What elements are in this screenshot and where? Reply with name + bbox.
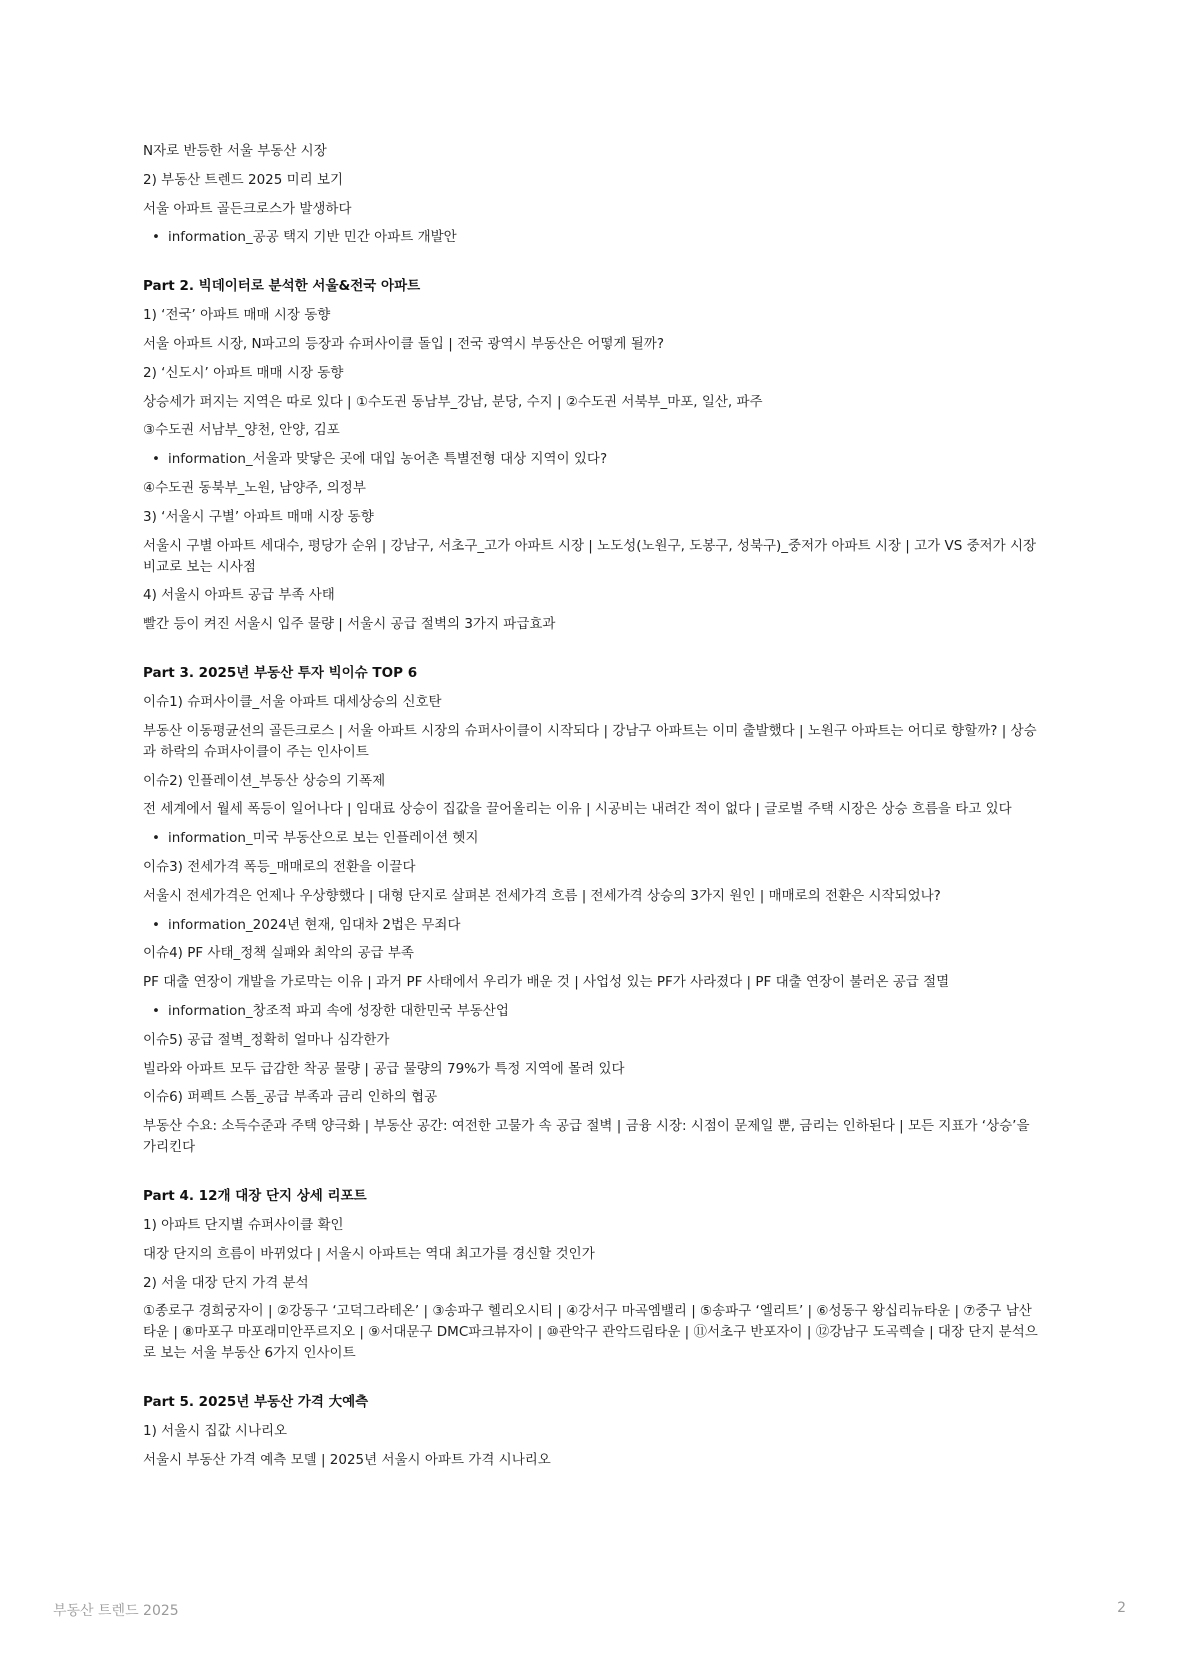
section-heading: Part 4. 12개 대장 단지 상세 리포트 xyxy=(143,1188,367,1205)
bullet-item: • information_공공 택지 기반 민간 아파트 개발안 xyxy=(143,227,1043,248)
page-number: 2 xyxy=(1117,1600,1126,1616)
text-line: 3) ‘서울시 구별’ 아파트 매매 시장 동향 xyxy=(143,508,374,525)
text-line: 4) 서울시 아파트 공급 부족 사태 xyxy=(143,587,335,604)
text-line: 2) ‘신도시’ 아파트 매매 시장 동향 xyxy=(143,364,344,381)
text-line: 2) 부동산 트렌드 2025 미리 보기 xyxy=(143,171,344,188)
section-heading: Part 2. 빅데이터로 분석한 서울&전국 아파트 xyxy=(143,278,421,295)
text-line: 빌라와 아파트 모두 급감한 착공 물량 | 공급 물량의 79%가 특정 지역에 몰려 있다 xyxy=(143,1060,625,1077)
text-line: 전 세계에서 월세 폭등이 일어나다 | 임대료 상승이 집값을 끌어올리는 이유 | 시공비는 내려간 적이 없다 | 글로벌 주택 시장은 상승 흐름을 타고 있다 xyxy=(143,801,1012,818)
document-body xyxy=(143,141,1043,1479)
text-line: 서울 아파트 골든크로스가 발생하다 xyxy=(143,200,352,217)
text-line: ③수도권 서남부_양천, 안양, 김포 xyxy=(143,422,340,439)
text-line: 1) ‘전국’ 아파트 매매 시장 동향 xyxy=(143,307,331,324)
bullet-item: • information_창조적 파괴 속에 성장한 대한민국 부동산업 xyxy=(143,1001,1043,1022)
section-heading: Part 5. 2025년 부동산 가격 大예측 xyxy=(143,1394,369,1411)
text-line: 부동산 수요: 소득수준과 주택 양극화 | 부동산 공간: 여전한 고물가 속 공급 절벽 | 금융 시장: 시점이 문제일 뿐, 금리는 인하된다 | 모든 지표가 ‘상승’을 가리킨다 xyxy=(143,1118,1030,1156)
text-line: ①종로구 경희궁자이 | ②강동구 ‘고덕그라테온’ | ③송파구 헬리오시티 | ④강서구 마곡엠밸리 | ⑤송파구 ‘엘리트’ | ⑥성동구 왕십리뉴타운 | ⑦중구 남산타운 | ⑧마포구 마포래미안푸르지오 | ⑨서대문구 DMC파크뷰자이 | ⑩관악구 관악드림타운 | ⑪서초구 반포자이 | ⑫강남구 도곡렉슬 | 대장 단지 분석으로 보는 서울 부동산 6가지 인사이트 xyxy=(143,1303,1038,1362)
text-line: 서울시 전세가격은 언제나 우상향했다 | 대형 단지로 살펴본 전세가격 흐름 | 전세가격 상승의 3가지 원인 | 매매로의 전환은 시작되었나? xyxy=(143,887,941,904)
bullet-item: • information_서울과 맞닿은 곳에 대입 농어촌 특별전형 대상 지역이 있다? xyxy=(143,449,1043,470)
text-line: 2) 서울 대장 단지 가격 분석 xyxy=(143,1274,309,1291)
text-line: 이슈4) PF 사태_정책 실패와 최악의 공급 부족 xyxy=(143,945,414,962)
text-line: 1) 서울시 집값 시나리오 xyxy=(143,1423,288,1440)
text-line: 이슈2) 인플레이션_부동산 상승의 기폭제 xyxy=(143,772,386,789)
bullet-item: • information_2024년 현재, 임대차 2법은 무죄다 xyxy=(143,915,1043,936)
text-line: 이슈6) 퍼펙트 스톰_공급 부족과 금리 인하의 협공 xyxy=(143,1089,438,1106)
text-line: 대장 단지의 흐름이 바뀌었다 | 서울시 아파트는 역대 최고가를 경신할 것인가 xyxy=(143,1245,595,1262)
text-line: 부동산 이동평균선의 골든크로스 | 서울 아파트 시장의 슈퍼사이클이 시작되다 | 강남구 아파트는 이미 출발했다 | 노원구 아파트는 어디로 향할까? | 상승과 하락의 슈퍼사이클이 주는 인사이트 xyxy=(143,722,1037,760)
footer-title: 부동산 트렌드 2025 xyxy=(53,1603,179,1619)
text-line: 서울 아파트 시장, N파고의 등장과 슈퍼사이클 돌입 | 전국 광역시 부동산은 어떻게 될까? xyxy=(143,335,664,352)
text-line: 이슈1) 슈퍼사이클_서울 아파트 대세상승의 신호탄 xyxy=(143,693,442,710)
bullet-item: • information_미국 부동산으로 보는 인플레이션 헷지 xyxy=(143,828,1043,849)
text-line: 서울시 구별 아파트 세대수, 평당가 순위 | 강남구, 서초구_고가 아파트 시장 | 노도성(노원구, 도봉구, 성북구)_중저가 아파트 시장 | 고가 VS 중저가 시장 비교로 보는 시사점 xyxy=(143,537,1037,575)
text-line: 1) 아파트 단지별 슈퍼사이클 확인 xyxy=(143,1216,344,1233)
text-line: 이슈5) 공급 절벽_정확히 얼마나 심각한가 xyxy=(143,1031,390,1048)
text-line: 빨간 등이 켜진 서울시 입주 물량 | 서울시 공급 절벽의 3가지 파급효과 xyxy=(143,616,556,633)
section-heading: Part 3. 2025년 부동산 투자 빅이슈 TOP 6 xyxy=(143,665,418,682)
text-line: PF 대출 연장이 개발을 가로막는 이유 | 과거 PF 사태에서 우리가 배운 것 | 사업성 있는 PF가 사라졌다 | PF 대출 연장이 불러온 공급 절멸 xyxy=(143,974,950,991)
text-line: 상승세가 퍼지는 지역은 따로 있다 | ①수도권 동남부_강남, 분당, 수지 | ②수도권 서북부_마포, 일산, 파주 xyxy=(143,393,763,410)
text-line: 이슈3) 전세가격 폭등_매매로의 전환을 이끌다 xyxy=(143,858,416,875)
text-line: N자로 반등한 서울 부동산 시장 xyxy=(143,143,327,159)
text-line: ④수도권 동북부_노원, 남양주, 의정부 xyxy=(143,479,366,496)
text-line: 서울시 부동산 가격 예측 모델 | 2025년 서울시 아파트 가격 시나리오 xyxy=(143,1451,551,1468)
